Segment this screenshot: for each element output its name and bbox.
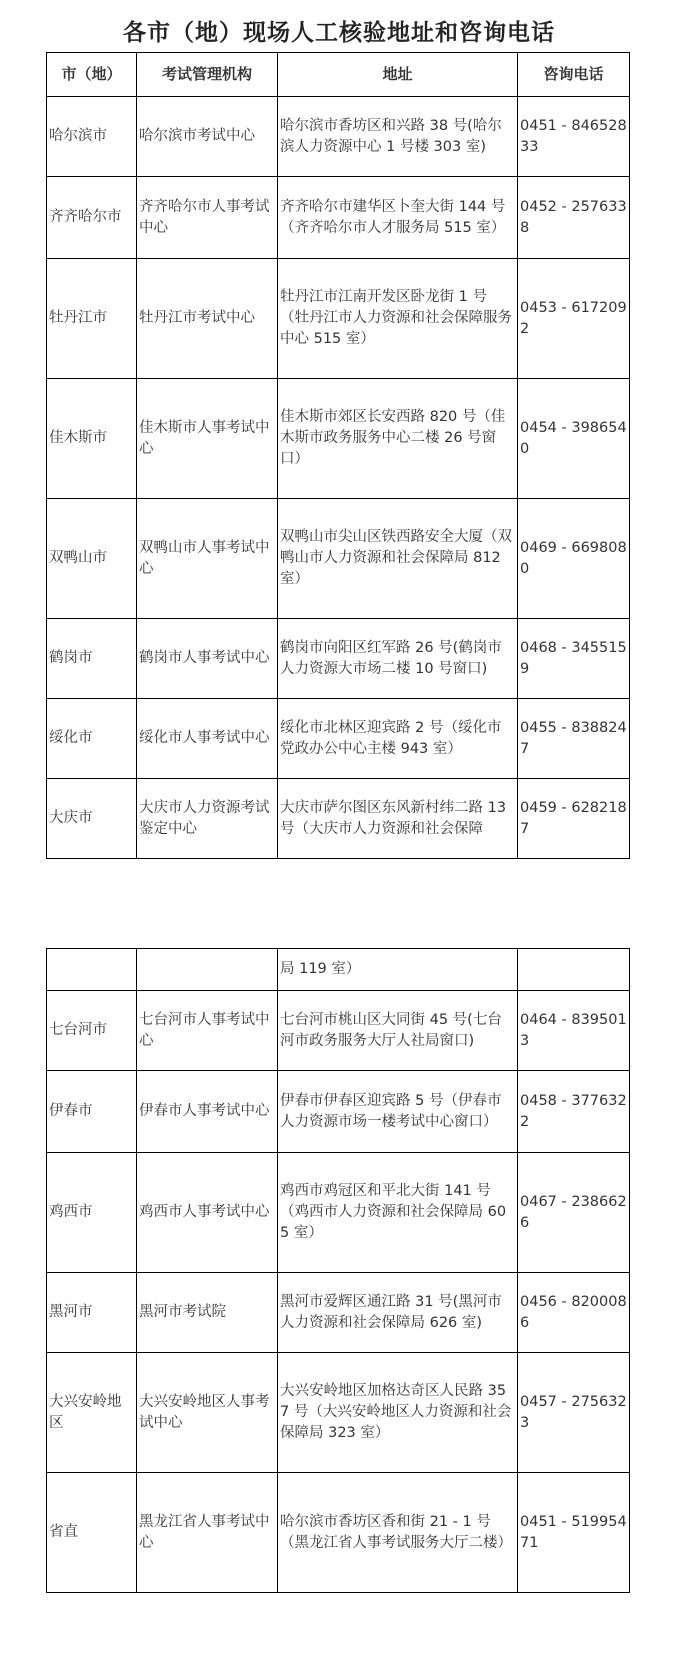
table-row <box>47 1153 630 1273</box>
org-cell: 黑龙江省人事考试中心 <box>137 1473 278 1593</box>
address-cell: 鸡西市鸡冠区和平北大街 141 号（鸡西市人力资源和社会保障局 605 室） <box>278 1153 518 1273</box>
header-org: 考试管理机构 <box>137 53 278 97</box>
phone-cell: 0467 - 2386626 <box>518 1153 630 1273</box>
phone-cell: 0458 - 3776322 <box>518 1071 630 1153</box>
address-cell: 伊春市伊春区迎宾路 5 号（伊春市人力资源市场一楼考试中心窗口） <box>278 1071 518 1153</box>
phone-cell: 0452 - 2576338 <box>518 177 630 259</box>
header-city: 市（地） <box>47 53 137 97</box>
phone-cell: 0464 - 8395013 <box>518 991 630 1071</box>
org-cell: 鹤岗市人事考试中心 <box>137 619 278 699</box>
address-table-part-1 <box>46 52 630 859</box>
org-cell: 绥化市人事考试中心 <box>137 699 278 779</box>
table-row <box>47 259 630 379</box>
address-cell: 七台河市桃山区大同街 45 号(七台河市政务服务大厅人社局窗口) <box>278 991 518 1071</box>
table-row <box>47 499 630 619</box>
table-row <box>47 991 630 1071</box>
address-cell: 大庆市萨尔图区东风新村纬二路 13 号（大庆市人力资源和社会保障 <box>278 779 518 859</box>
phone-cell: 0468 - 3455159 <box>518 619 630 699</box>
table-row <box>47 779 630 859</box>
city-cell: 绥化市 <box>47 699 137 779</box>
address-cell: 哈尔滨市香坊区香和街 21 - 1 号（黑龙江省人事考试服务大厅二楼） <box>278 1473 518 1593</box>
org-cell: 伊春市人事考试中心 <box>137 1071 278 1153</box>
table-row <box>47 1473 630 1593</box>
city-cell: 哈尔滨市 <box>47 97 137 177</box>
city-cell: 鹤岗市 <box>47 619 137 699</box>
city-cell: 牡丹江市 <box>47 259 137 379</box>
phone-cell: 0451 - 51995471 <box>518 1473 630 1593</box>
phone-cell: 0455 - 8388247 <box>518 699 630 779</box>
city-cell: 黑河市 <box>47 1273 137 1353</box>
city-cell: 大兴安岭地区 <box>47 1353 137 1473</box>
phone-cell: 0453 - 6172092 <box>518 259 630 379</box>
table-row <box>47 1353 630 1473</box>
table-row <box>47 97 630 177</box>
table-row <box>47 1071 630 1153</box>
header-address: 地址 <box>278 53 518 97</box>
header-phone: 咨询电话 <box>518 53 630 97</box>
org-cell: 大庆市人力资源考试鉴定中心 <box>137 779 278 859</box>
address-table-part-2 <box>46 948 630 1593</box>
city-cell: 伊春市 <box>47 1071 137 1153</box>
city-cell: 七台河市 <box>47 991 137 1071</box>
phone-cell: 0454 - 3986540 <box>518 379 630 499</box>
address-cell: 双鸭山市尖山区铁西路安全大厦（双鸭山市人力资源和社会保障局 812 室） <box>278 499 518 619</box>
address-cell: 哈尔滨市香坊区和兴路 38 号(哈尔滨人力资源中心 1 号楼 303 室) <box>278 97 518 177</box>
org-cell: 哈尔滨市考试中心 <box>137 97 278 177</box>
table-row <box>47 1273 630 1353</box>
city-cell: 齐齐哈尔市 <box>47 177 137 259</box>
address-cell: 佳木斯市郊区长安西路 820 号（佳木斯市政务服务中心二楼 26 号窗口） <box>278 379 518 499</box>
city-cell: 双鸭山市 <box>47 499 137 619</box>
table-row <box>47 949 630 991</box>
address-cell: 局 119 室） <box>278 949 518 991</box>
org-cell: 佳木斯市人事考试中心 <box>137 379 278 499</box>
address-cell: 绥化市北林区迎宾路 2 号（绥化市党政办公中心主楼 943 室） <box>278 699 518 779</box>
org-cell: 大兴安岭地区人事考试中心 <box>137 1353 278 1473</box>
address-cell: 牡丹江市江南开发区卧龙街 1 号（牡丹江市人力资源和社会保障服务中心 515 室） <box>278 259 518 379</box>
phone-cell: 0457 - 2756323 <box>518 1353 630 1473</box>
org-cell: 黑河市考试院 <box>137 1273 278 1353</box>
table-header-row <box>47 53 630 97</box>
org-cell: 齐齐哈尔市人事考试中心 <box>137 177 278 259</box>
table-row <box>47 619 630 699</box>
table-row <box>47 699 630 779</box>
org-cell: 鸡西市人事考试中心 <box>137 1153 278 1273</box>
city-cell: 省直 <box>47 1473 137 1593</box>
table-row <box>47 177 630 259</box>
phone-cell: 0469 - 6698080 <box>518 499 630 619</box>
address-cell: 黑河市爱辉区通江路 31 号(黑河市人力资源和社会保障局 626 室) <box>278 1273 518 1353</box>
city-cell <box>47 949 137 991</box>
org-cell: 双鸭山市人事考试中心 <box>137 499 278 619</box>
address-cell: 齐齐哈尔市建华区卜奎大街 144 号（齐齐哈尔市人才服务局 515 室） <box>278 177 518 259</box>
page-title: 各市（地）现场人工核验地址和咨询电话 <box>123 19 555 46</box>
org-cell <box>137 949 278 991</box>
table-row <box>47 379 630 499</box>
phone-cell: 0451 - 84652833 <box>518 97 630 177</box>
address-cell: 大兴安岭地区加格达奇区人民路 357 号（大兴安岭地区人力资源和社会保障局 323 室） <box>278 1353 518 1473</box>
city-cell: 大庆市 <box>47 779 137 859</box>
org-cell: 七台河市人事考试中心 <box>137 991 278 1071</box>
city-cell: 鸡西市 <box>47 1153 137 1273</box>
city-cell: 佳木斯市 <box>47 379 137 499</box>
address-cell: 鹤岗市向阳区红军路 26 号(鹤岗市人力资源大市场二楼 10 号窗口) <box>278 619 518 699</box>
phone-cell: 0459 - 6282187 <box>518 779 630 859</box>
org-cell: 牡丹江市考试中心 <box>137 259 278 379</box>
phone-cell <box>518 949 630 991</box>
phone-cell: 0456 - 8200086 <box>518 1273 630 1353</box>
